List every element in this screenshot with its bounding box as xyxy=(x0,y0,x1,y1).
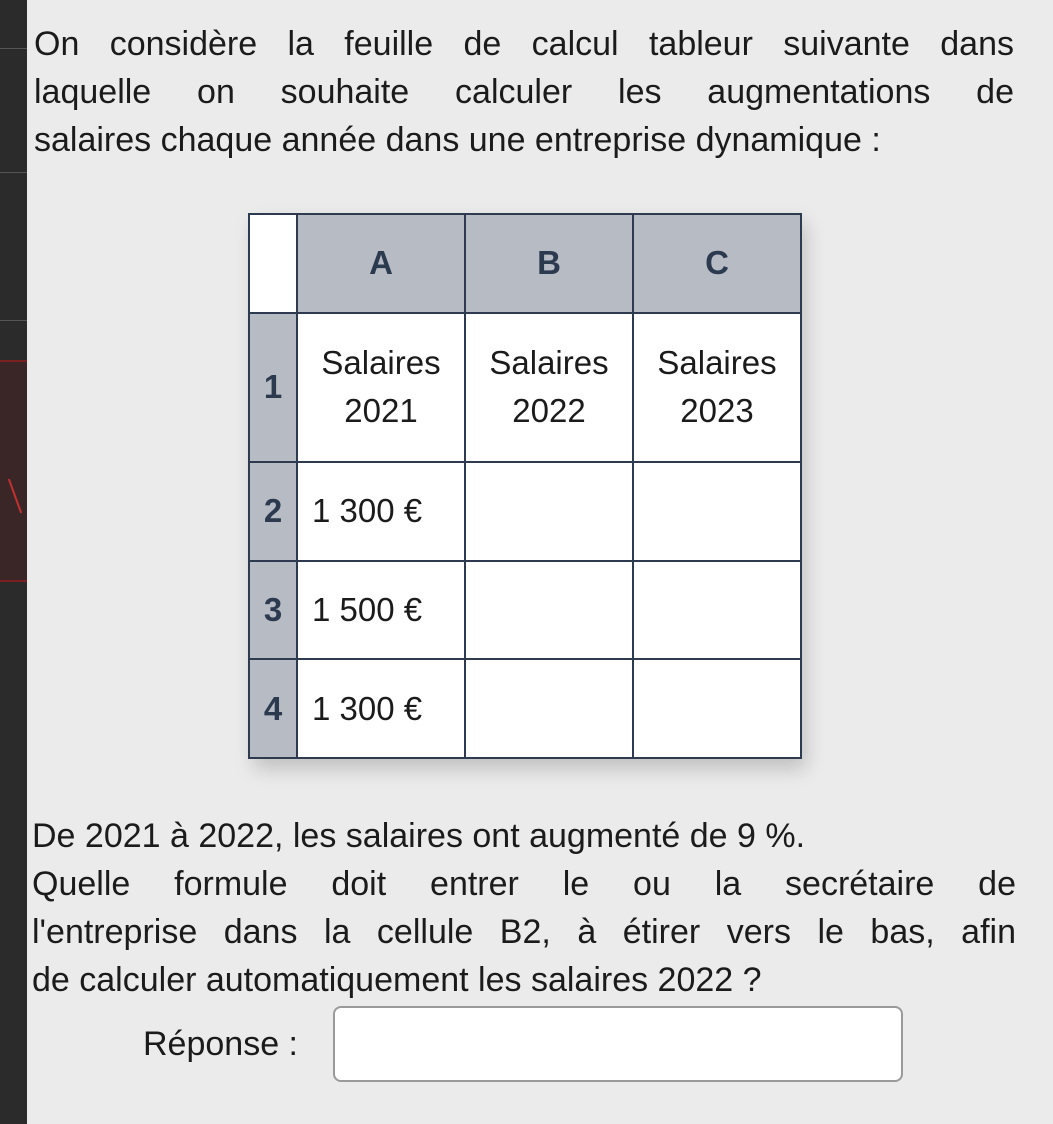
row-header-3: 3 xyxy=(249,561,297,660)
intro-line: salaires chaque année dans une entreprise dynamique : xyxy=(34,121,881,159)
question-line: De 2021 à 2022, les salaires ont augmenté de 9 %. xyxy=(32,817,806,855)
cell-b4 xyxy=(465,659,633,758)
column-header-c: C xyxy=(633,214,801,313)
cell-c1: Salaires 2023 xyxy=(633,313,801,462)
cell-b2 xyxy=(465,462,633,561)
question-line: Quelle formule doit entrer le ou la secrétaire de xyxy=(32,865,1016,903)
intro-line: On considère la feuille de calcul tableur suivante dans xyxy=(34,25,1014,63)
edge-divider xyxy=(0,48,27,49)
edge-panel xyxy=(0,360,27,582)
row-header-2: 2 xyxy=(249,462,297,561)
spreadsheet-table xyxy=(248,213,802,759)
row-header-4: 4 xyxy=(249,659,297,758)
intro-paragraph xyxy=(34,20,1014,164)
corner-cell xyxy=(249,214,297,313)
spreadsheet xyxy=(248,213,800,759)
edge-divider xyxy=(0,320,27,321)
cell-c4 xyxy=(633,659,801,758)
cell-a4: 1 300 € xyxy=(297,659,465,758)
cell-a3: 1 500 € xyxy=(297,561,465,660)
answer-input[interactable] xyxy=(333,1006,903,1082)
cell-b1: Salaires 2022 xyxy=(465,313,633,462)
column-header-a: A xyxy=(297,214,465,313)
question-line: l'entreprise dans la cellule B2, à étirer vers le bas, afin xyxy=(32,913,1016,951)
cell-c2 xyxy=(633,462,801,561)
question-paragraph xyxy=(32,812,1016,1004)
intro-line: laquelle on souhaite calculer les augmentations de xyxy=(34,73,1014,111)
edge-divider xyxy=(0,172,27,173)
cell-a2: 1 300 € xyxy=(297,462,465,561)
column-header-b: B xyxy=(465,214,633,313)
row-header-1: 1 xyxy=(249,313,297,462)
cell-c3 xyxy=(633,561,801,660)
answer-label: Réponse : xyxy=(143,1025,298,1063)
cell-a1: Salaires 2021 xyxy=(297,313,465,462)
question-line: de calculer automatiquement les salaires 2022 ? xyxy=(32,961,762,999)
cell-b3 xyxy=(465,561,633,660)
